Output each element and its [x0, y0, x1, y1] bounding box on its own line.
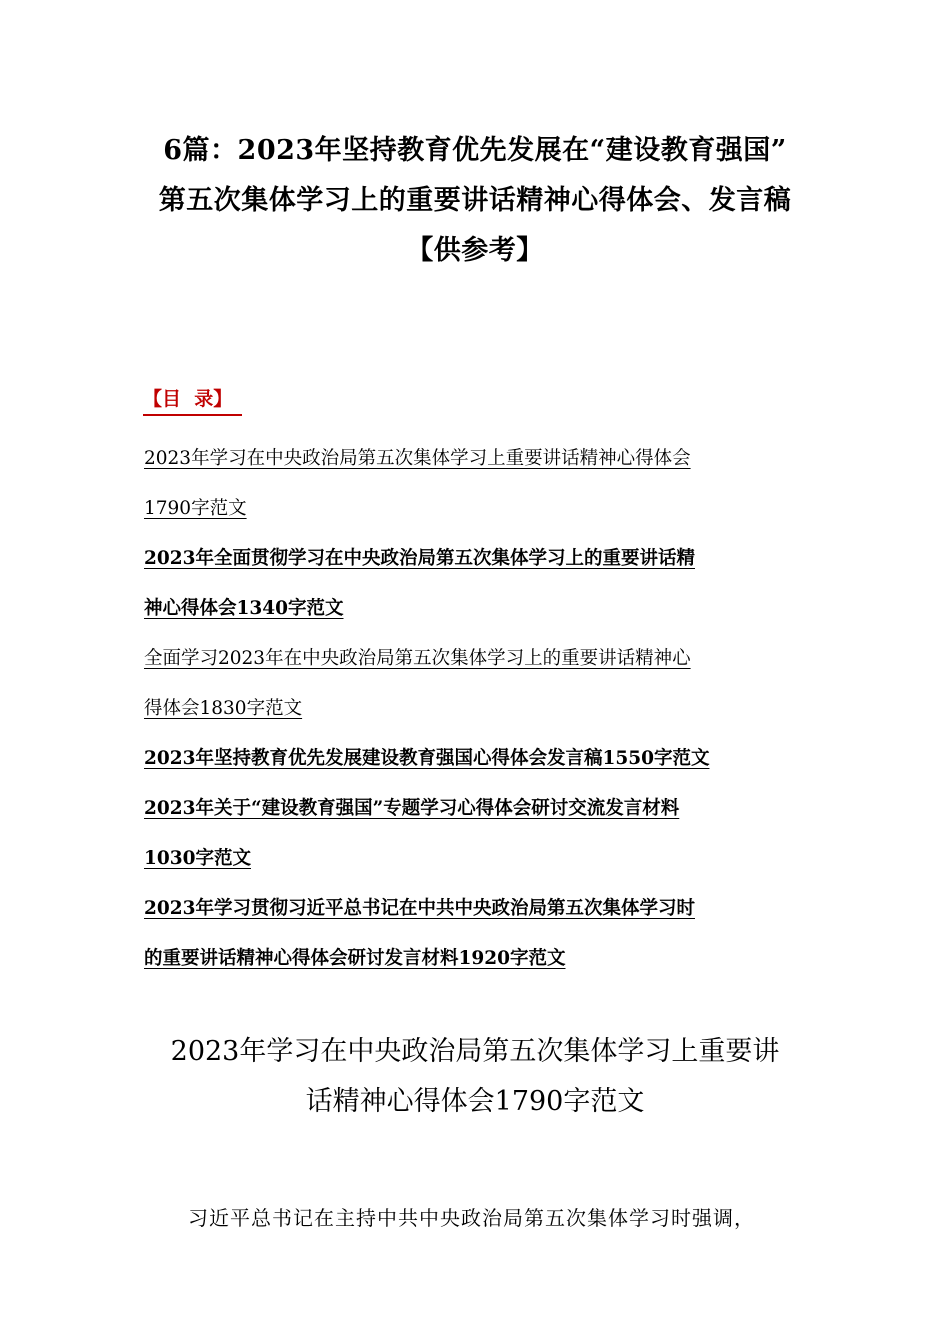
toc-link[interactable]: 2023年关于“建设教育强国”专题学习心得体会研讨交流发言材料 — [144, 798, 680, 819]
document-title-line: 第五次集体学习上的重要讲话精神心得体会、发言稿 — [158, 185, 792, 216]
body-paragraph: 习近平总书记在主持中共中央政治局第五次集体学习时强调， — [188, 1206, 755, 1230]
section-title — [100, 1027, 850, 1127]
section-title-line: 话精神心得体会1790字范文 — [305, 1086, 645, 1117]
toc-link[interactable]: 1030字范文 — [144, 848, 251, 869]
toc-link[interactable]: 2023年学习在中央政治局第五次集体学习上重要讲话精神心得体会 — [144, 448, 691, 469]
document-title-line: 【供参考】 — [406, 235, 544, 266]
toc-link[interactable]: 1790字范文 — [144, 498, 247, 519]
toc-heading: 【目 录】 — [143, 384, 242, 416]
toc-link[interactable]: 全面学习2023年在中央政治局第五次集体学习上的重要讲话精神心 — [144, 648, 691, 669]
document-title-line: 6篇：2023年坚持教育优先发展在“建设教育强国” — [163, 135, 787, 166]
toc-link[interactable]: 神心得体会1340字范文 — [144, 598, 344, 619]
toc-link[interactable]: 2023年全面贯彻学习在中央政治局第五次集体学习上的重要讲话精 — [144, 548, 695, 569]
toc-link[interactable]: 2023年坚持教育优先发展建设教育强国心得体会发言稿1550字范文 — [144, 748, 710, 769]
table-of-contents — [144, 434, 824, 984]
toc-link[interactable]: 2023年学习贯彻习近平总书记在中共中央政治局第五次集体学习时 — [144, 898, 695, 919]
section-title-line: 2023年学习在中央政治局第五次集体学习上重要讲 — [170, 1036, 780, 1067]
document-title — [100, 126, 850, 276]
toc-link[interactable]: 得体会1830字范文 — [144, 698, 303, 719]
toc-link[interactable]: 的重要讲话精神心得体会研讨发言材料1920字范文 — [144, 948, 566, 969]
